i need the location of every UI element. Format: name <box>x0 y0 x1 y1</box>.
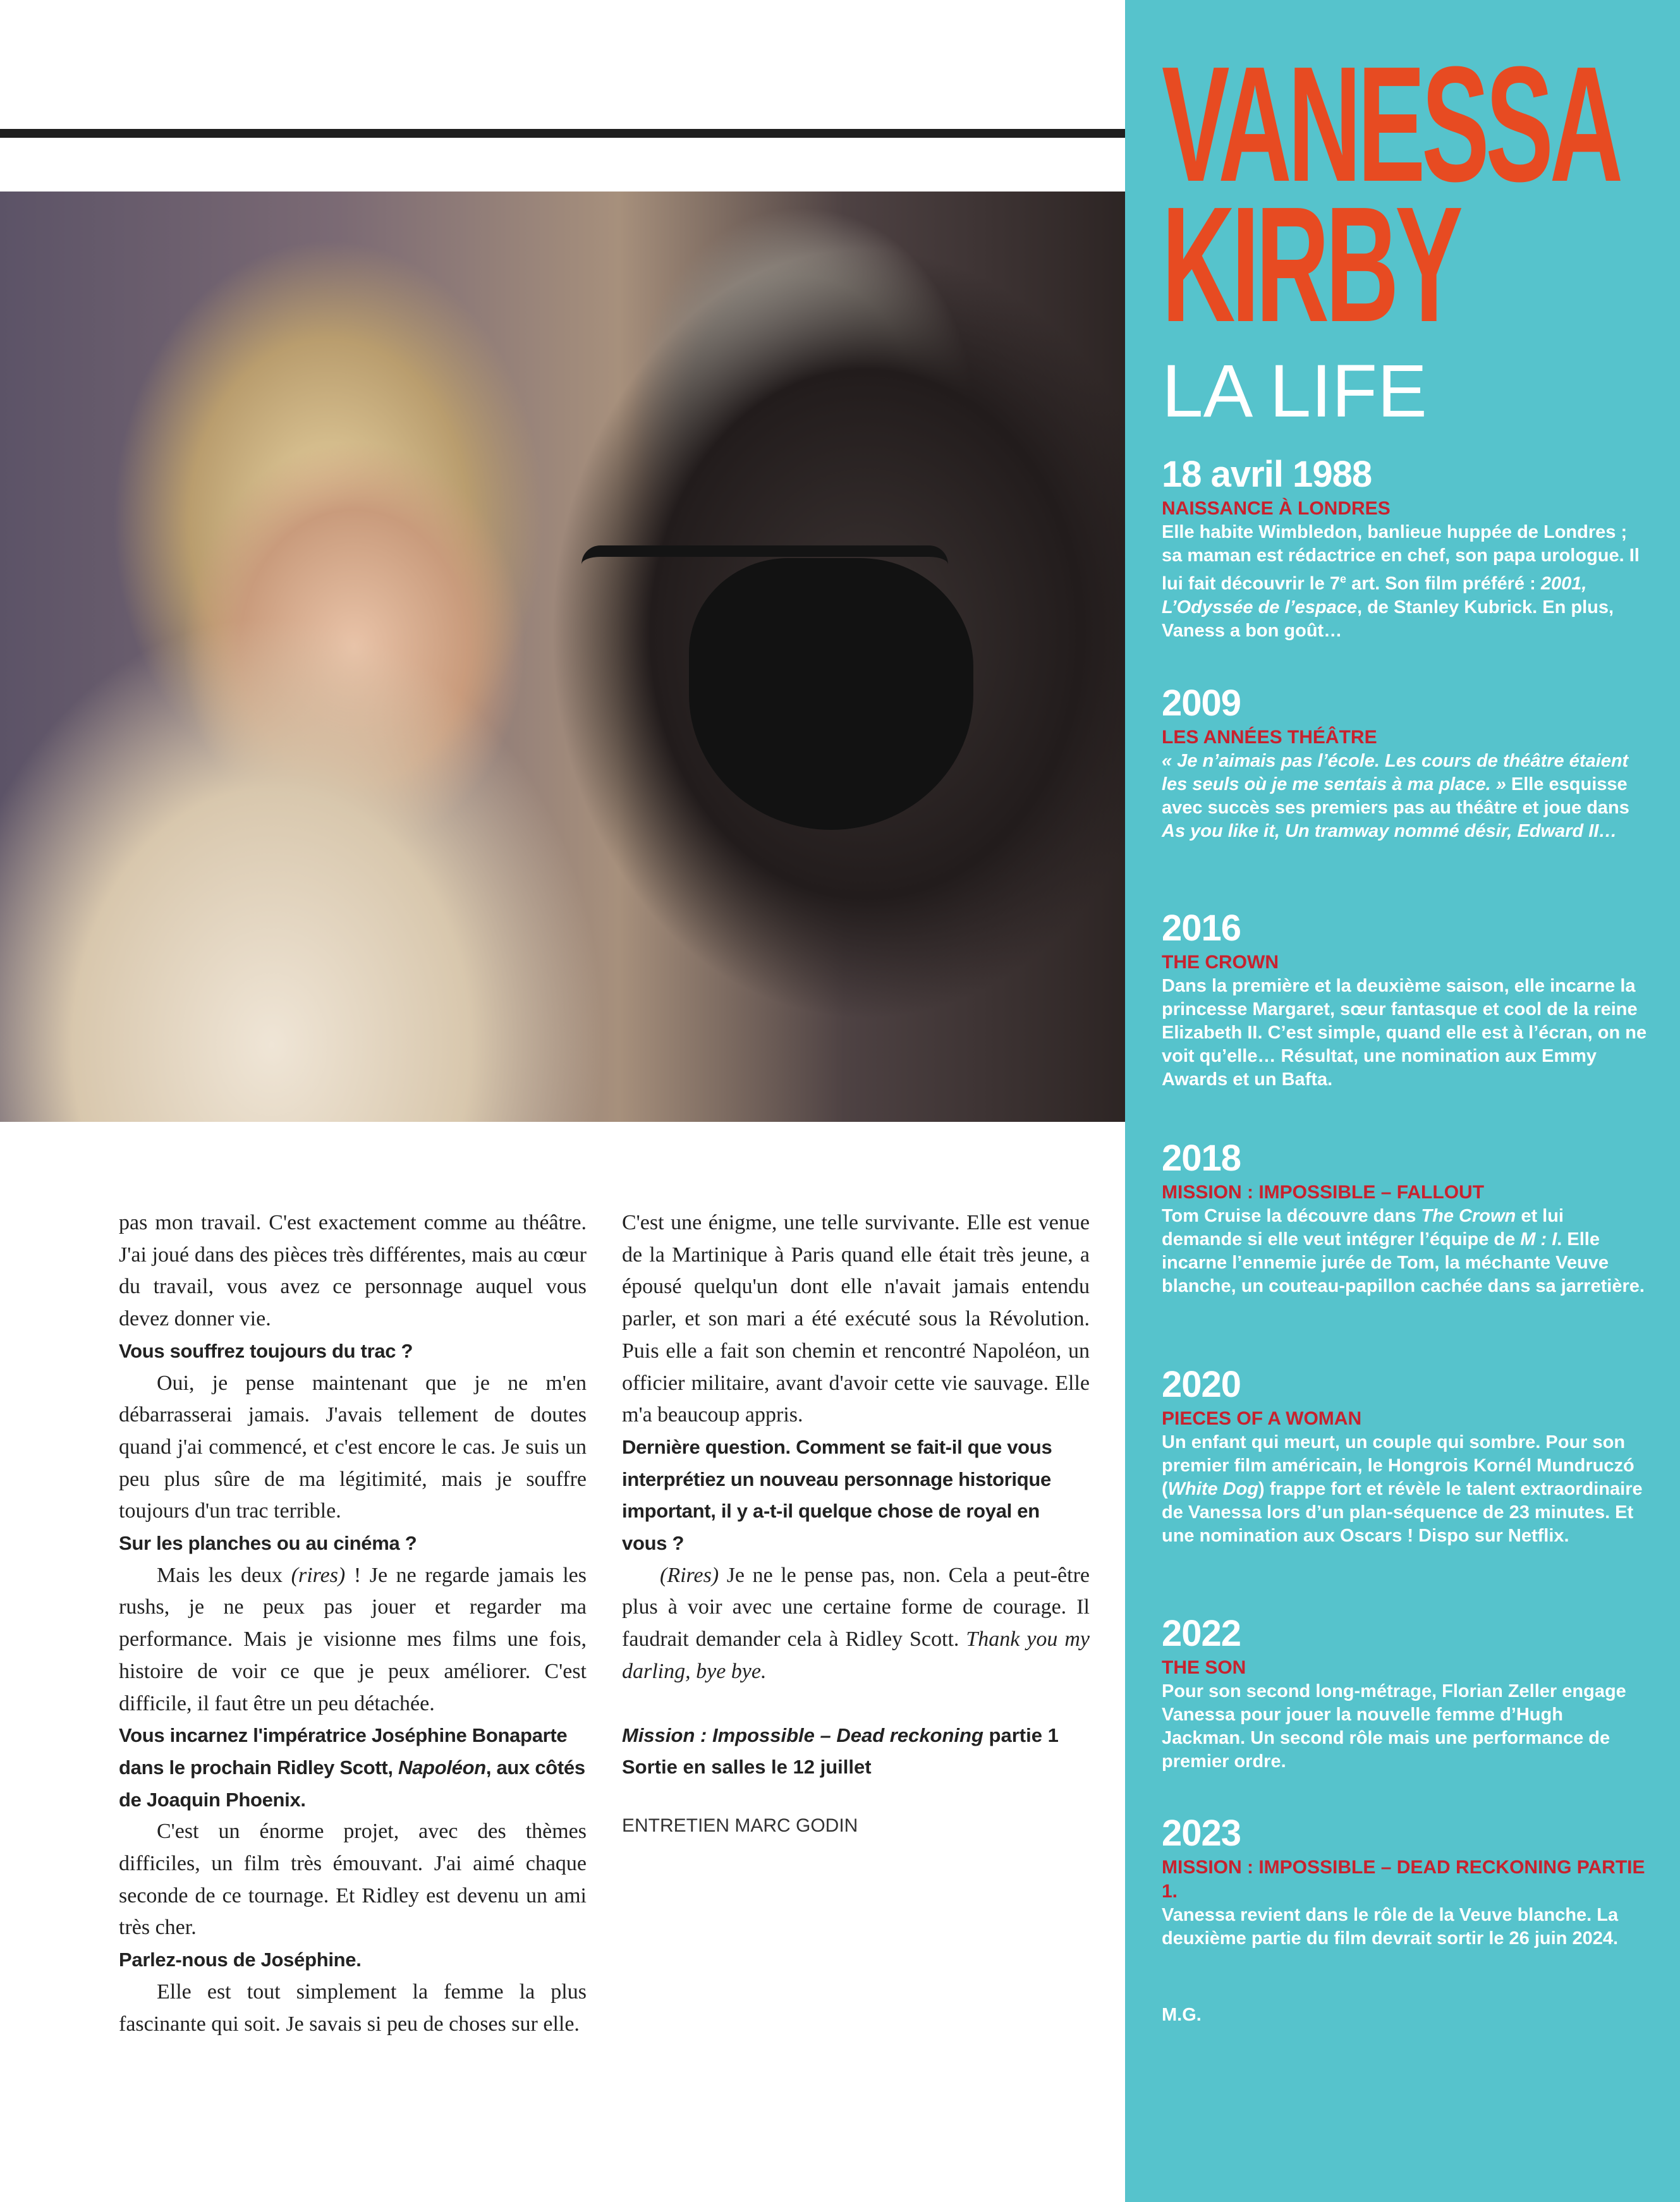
question: Sur les planches ou au cinéma ? <box>119 1532 417 1555</box>
entry-heading: THE CROWN <box>1162 952 1279 973</box>
entry-body: Dans la première et la deuxième saison, elle incarne la princesse Margaret, sœur fantasque et cool de la reine Elizabeth II. C’est simple, quand elle est à l’écran, on ne voit qu’elle… Résultat, une nomination aux Emmy Awards et un Bafta. <box>1162 976 1647 1090</box>
entry-body: Tom Cruise la découvre dans The Crown et lui demande si elle veut intégrer l’équipe de M : I. Elle incarne l’ennemie jurée de Tom, la méchante Veuve blanche, un couteau-papillon cachée dans sa jarretière. <box>1162 1206 1645 1296</box>
entry-body: Vanessa revient dans le rôle de la Veuve blanche. La deuxième partie du film devrait sortir le 26 juin 2024. <box>1162 1905 1619 1949</box>
question: Vous souffrez toujours du trac ? <box>119 1339 413 1362</box>
entry-body: Un enfant qui meurt, un couple qui sombre. Pour son premier film américain, le Hongrois Kornél Mundruczó (White Dog) frappe fort et révèle le talent extraordinaire de Vanessa lors d’un plan-séquence de 23 minutes. Et une nomination aux Oscars ! Dispo sur Netflix. <box>1162 1432 1643 1546</box>
release-date: Sortie en salles le 12 juillet <box>622 1756 872 1779</box>
entry-year: 2016 <box>1162 908 1241 949</box>
entry-heading: MISSION : IMPOSSIBLE – FALLOUT <box>1162 1182 1485 1203</box>
entry-heading: PIECES OF A WOMAN <box>1162 1408 1362 1429</box>
film-title-suffix: partie 1 <box>983 1724 1059 1746</box>
answer: C'est un énorme projet, avec des thèmes difficiles, un film très émouvant. J'ai aimé chaque seconde de ce tournage. Et Ridley est devenu un ami très cher. <box>119 1820 587 1940</box>
sidebar-signoff: M.G. <box>1162 2005 1202 2025</box>
entry-year: 2022 <box>1162 1613 1241 1654</box>
timeline-entry-2016 <box>1162 906 1648 1092</box>
paragraph: pas mon travail. C'est exactement comme au théâtre. J'ai joué dans des pièces très différentes, mais au cœur du travail, vous avez ce personnage auquel vous devez donner vie. <box>119 1211 587 1331</box>
timeline-entry-2009 <box>1162 681 1648 843</box>
entry-heading: MISSION : IMPOSSIBLE – DEAD RECKONING PARTIE 1. <box>1162 1857 1645 1902</box>
answer: Mais les deux (rires) ! Je ne regarde jamais les rushs, je ne peux pas jouer et regarder ma performance. Mais je visionne mes films une fois, histoire de voir ce que je peux améliorer. C'est difficile, il faut être un peu détachée. <box>119 1563 587 1715</box>
timeline-entry-2020 <box>1162 1363 1648 1548</box>
author-credit: ENTRETIEN MARC GODIN <box>622 1815 858 1836</box>
article-column-left <box>119 1207 587 2040</box>
paragraph: C'est une énigme, une telle survivante. Elle est venue de la Martinique à Paris quand elle était très jeune, a épousé quelqu'un dont elle n'avait jamais entendu parler, et son mari a été exécuté sous la Révolution. Puis elle a fait son chemin et rencontré Napoléon, un officier militaire, avant d'avoir cette vie sauvage. Elle m'a beaucoup appris. <box>622 1211 1090 1427</box>
answer: Oui, je pense maintenant que je ne m'en débarrasserai jamais. J'avais tellement de doutes quand j'ai commencé, et c'est encore le cas. Je suis un peu plus sûre de ma légitimité, mais je souffre toujours d'un trac terrible. <box>119 1371 587 1523</box>
top-rule <box>0 129 1125 138</box>
entry-body: « Je n’aimais pas l’école. Les cours de théâtre étaient les seuls où je me sentais à ma place. » Elle esquisse avec succès ses premiers pas au théâtre et joue dans As you like it, Un tramway nommé désir, Edward II… <box>1162 751 1629 841</box>
timeline-entry-2018 <box>1162 1136 1648 1298</box>
answer: Elle est tout simplement la femme la plus fascinante qui soit. Je savais si peu de choses sur elle. <box>119 1980 587 2036</box>
article-column-right <box>622 1207 1090 1842</box>
entry-body: Elle habite Wimbledon, banlieue huppée de Londres ; sa maman est rédactrice en chef, son papa urologue. Il lui fait découvrir le 7e art. Son film préféré : 2001, L’Odyssée de l’espace, de Stanley Kubrick. En plus, Vaness a bon goût… <box>1162 522 1640 641</box>
title-first-name: VANESSA <box>1162 33 1619 216</box>
film-credit <box>622 1720 1090 1784</box>
entry-year: 2023 <box>1162 1813 1241 1854</box>
hero-photo <box>0 192 1125 1122</box>
entry-heading: LES ANNÉES THÉÂTRE <box>1162 727 1377 748</box>
answer: (Rires) Je ne le pense pas, non. Cela a peut-être plus à voir avec une certaine forme de courage. Il faudrait demander cela à Ridley Scott. Thank you my darling, bye bye. <box>622 1563 1090 1683</box>
timeline-sidebar <box>1125 0 1680 2202</box>
question: Dernière question. Comment se fait-il que vous interprétiez un nouveau personnage historique important, il y a-t-il quelque chose de royal en vous ? <box>622 1435 1052 1555</box>
entry-year: 2009 <box>1162 683 1241 724</box>
entry-year: 18 avril 1988 <box>1162 454 1372 495</box>
question: Parlez-nous de Joséphine. <box>119 1949 362 1971</box>
timeline-entry-1988 <box>1162 453 1648 643</box>
timeline-entry-2022 <box>1162 1612 1648 1773</box>
timeline-entry-2023 <box>1162 1811 1648 1950</box>
entry-body: Pour son second long-métrage, Florian Zeller engage Vanessa pour jouer la nouvelle femme d’Hugh Jackman. Un second rôle mais une performance de premier ordre. <box>1162 1681 1626 1772</box>
question: Vous incarnez l'impératrice Joséphine Bonaparte dans le prochain Ridley Scott, Napoléon, aux côtés de Joaquin Phoenix. <box>119 1724 585 1811</box>
film-title: Mission : Impossible – Dead reckoning <box>622 1724 983 1746</box>
entry-heading: THE SON <box>1162 1657 1246 1678</box>
title-last-name: KIRBY <box>1162 173 1459 356</box>
entry-heading: NAISSANCE À LONDRES <box>1162 498 1391 519</box>
face-mask-shape <box>689 558 973 830</box>
entry-year: 2018 <box>1162 1138 1241 1179</box>
sidebar-kicker: LA LIFE <box>1162 350 1427 433</box>
entry-year: 2020 <box>1162 1364 1241 1405</box>
sidebar-title <box>1162 33 1619 356</box>
